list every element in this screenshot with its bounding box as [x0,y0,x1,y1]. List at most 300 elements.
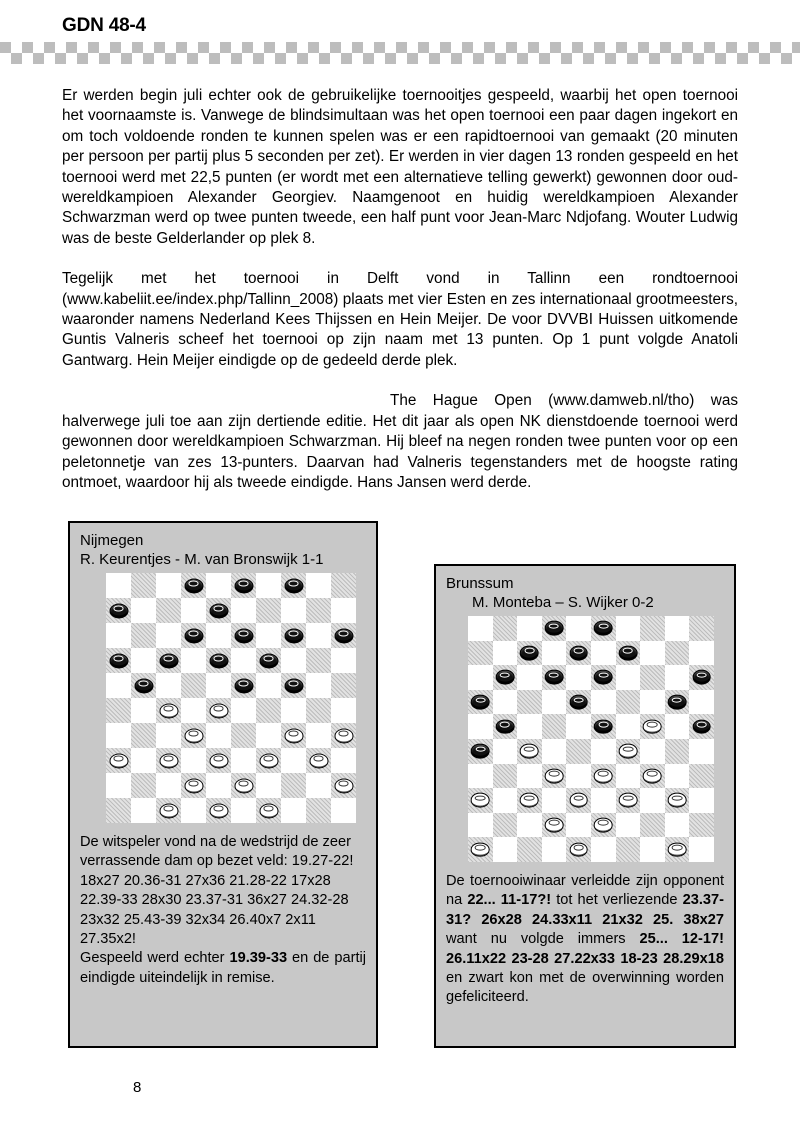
white-piece [159,753,178,768]
board-square-dark [665,788,690,813]
white-piece [471,842,490,857]
board-square-dark [689,813,714,838]
board-square-light [665,764,690,789]
board-square-dark [131,623,156,648]
board-square-dark [566,739,591,764]
board-square-dark [181,623,206,648]
board-square-dark [689,616,714,641]
float-spacer [62,391,390,392]
board-square-dark [256,798,281,823]
board-square-dark [542,616,567,641]
black-piece [234,578,253,593]
board-square-light [640,788,665,813]
black-piece [594,670,613,685]
board-square-dark [131,773,156,798]
black-piece [594,719,613,734]
piece-rim [288,730,299,736]
board-square-light [306,623,331,648]
board-square-light [306,673,331,698]
board-square-light [468,714,493,739]
board-square-light [256,723,281,748]
board-square-dark [665,837,690,862]
white-piece [159,703,178,718]
closing-pre: Gespeeld werd echter [80,950,230,967]
board-square-dark [566,690,591,715]
piece-rim [188,780,199,786]
white-piece [619,744,638,759]
board-square-light [640,837,665,862]
white-piece [545,769,564,784]
white-piece [520,744,539,759]
board-square-dark [106,748,131,773]
paragraph-3 [62,391,738,493]
piece-rim [475,697,485,702]
board-square-light [106,573,131,598]
board-square-light [468,665,493,690]
board-square-light [181,598,206,623]
board-square-dark [306,798,331,823]
board-square-dark [206,748,231,773]
board-square-dark [591,714,616,739]
black-piece [284,628,303,643]
page-title: GDN 48-4 [62,15,146,36]
diagram-two-analysis [446,872,724,1008]
piece-rim [113,755,124,761]
piece-rim [549,623,559,628]
board-square-light [542,739,567,764]
board-square-light [640,690,665,715]
board-square-dark [493,714,518,739]
board-square-dark [156,698,181,723]
board-square-light [517,714,542,739]
diagram-two-event: Brunssum [446,575,514,592]
board-square-light [493,788,518,813]
piece-rim [138,681,148,686]
board-square-dark [206,648,231,673]
black-piece [284,578,303,593]
board-square-light [231,598,256,623]
board-square-light [542,690,567,715]
board-square-light [281,698,306,723]
board-square-dark [156,798,181,823]
board-square-light [517,665,542,690]
board-square-dark [256,648,281,673]
board-square-light [616,714,641,739]
black-piece [692,670,711,685]
board-square-light [256,673,281,698]
board-square-light [281,598,306,623]
piece-rim [338,631,348,636]
analysis-prose: De toernooiwinaar verleidde zijn opponent na [446,873,724,909]
board-square-light [106,673,131,698]
board-square-dark [131,723,156,748]
board-square-light [517,616,542,641]
board-square-light [131,798,156,823]
piece-rim [238,780,249,786]
board-square-light [206,773,231,798]
piece-rim [524,746,535,752]
board-square-dark [281,723,306,748]
board-square-light [331,598,356,623]
board-square-light [106,623,131,648]
board-square-dark [517,690,542,715]
white-piece [643,719,662,734]
board-square-light [206,573,231,598]
board-square-light [493,837,518,862]
board-square-dark [231,623,256,648]
black-piece [569,695,588,710]
board-square-dark [231,723,256,748]
diagram-one-analysis [80,833,366,988]
piece-rim [113,656,123,661]
white-piece [619,793,638,808]
board-square-dark [616,641,641,666]
piece-rim [598,722,608,727]
paragraph-1: Er werden begin juli echter ook de gebruikelijke toernooitjes gespeeld, waarbij het open toernooi het voornaamste is. Vanwege de blindsimultaan was het open toernooi een paar dagen ingekort en om toch voldoende ronden te kunnen spelen was er een rapidtoernooi van gemaakt (20 minuten per persoon per partij plus 5 seconden per zet). Er werden in vier dagen 13 ronden gespeeld en het toernooi werd met 22,5 punten (er wordt met een alternatieve telling gewerkt) gewonnen door oud-wereldkampioen Alexander Georgiev. Naamgenoot en huidig wereldkampioen Alexander Schwarzman werd op twee punten tweede, een half punt voor Jean-Marc Ndjofang. Wouter Ludwig was de beste Gelderlander op plek 8. [62,87,738,247]
board-square-light [131,648,156,673]
board-square-dark [156,748,181,773]
black-piece [109,603,128,618]
piece-rim [188,631,198,636]
board-square-light [231,698,256,723]
board-square-light [566,813,591,838]
black-piece [234,678,253,693]
board-square-light [231,648,256,673]
piece-rim [672,697,682,702]
board-square-dark [331,623,356,648]
checkerboard-rule-icon [0,42,800,64]
board-square-light [181,748,206,773]
black-piece [109,653,128,668]
board-square-dark [131,673,156,698]
piece-rim [623,795,634,801]
board-square-dark [616,690,641,715]
piece-rim [213,606,223,611]
diagram-card-nijmegen [68,521,378,1048]
board-square-light [181,648,206,673]
black-piece [471,695,490,710]
white-piece [209,803,228,818]
board-square-light [231,798,256,823]
black-piece [134,678,153,693]
piece-rim [475,795,486,801]
white-piece [184,728,203,743]
draughts-board-brunssum [468,616,714,862]
board-square-dark [640,616,665,641]
piece-rim [672,845,683,851]
white-piece [209,753,228,768]
draughts-board-nijmegen [106,573,356,823]
piece-rim [113,606,123,611]
piece-rim [573,845,584,851]
black-piece [184,628,203,643]
piece-rim [213,656,223,661]
analysis-prose: tot het verliezende [551,892,683,909]
board-square-dark [306,648,331,673]
board-square-light [566,764,591,789]
board-square-light [493,641,518,666]
board-square-light [206,673,231,698]
piece-rim [188,581,198,586]
piece-rim [549,673,559,678]
board-square-light [566,616,591,641]
board-square-dark [468,641,493,666]
board-square-light [156,773,181,798]
board-square-dark [517,739,542,764]
black-piece [159,653,178,668]
piece-rim [475,845,486,851]
board-square-dark [306,698,331,723]
piece-rim [163,805,174,811]
move-notation: 26x28 24.33x11 21x32 25. 38x27 [481,911,724,928]
board-square-dark [591,665,616,690]
board-square-dark [665,641,690,666]
piece-rim [623,648,633,653]
board-square-dark [566,788,591,813]
piece-rim [288,681,298,686]
white-piece [334,778,353,793]
board-square-light [331,648,356,673]
board-square-light [591,837,616,862]
board-square-dark [306,598,331,623]
board-square-light [542,641,567,666]
board-square-dark [689,665,714,690]
board-square-light [206,623,231,648]
board-square-light [665,616,690,641]
piece-rim [500,673,510,678]
board-square-light [689,739,714,764]
board-square-light [468,616,493,641]
board-square-dark [106,698,131,723]
board-square-dark [616,837,641,862]
white-piece [520,793,539,808]
board-square-light [616,813,641,838]
black-piece [209,653,228,668]
black-piece [234,628,253,643]
white-piece [594,818,613,833]
board-square-dark [156,648,181,673]
piece-rim [524,795,535,801]
board-square-light [281,748,306,773]
white-piece [234,778,253,793]
white-piece [668,842,687,857]
piece-rim [598,623,608,628]
board-square-dark [640,813,665,838]
board-square-dark [181,723,206,748]
board-square-light [256,573,281,598]
board-square-light [616,665,641,690]
board-square-light [331,698,356,723]
board-square-light [131,748,156,773]
move-notation: 23.37-31? [446,892,724,928]
board-square-light [156,573,181,598]
white-piece [569,793,588,808]
piece-rim [573,795,584,801]
board-square-light [306,723,331,748]
move-notation: 22... 11-17?! [467,892,552,909]
piece-rim [697,722,707,727]
white-piece [209,703,228,718]
black-piece [668,695,687,710]
board-square-dark [331,723,356,748]
piece-rim [313,755,324,761]
white-piece [309,753,328,768]
piece-rim [188,730,199,736]
board-square-dark [231,773,256,798]
board-square-light [181,798,206,823]
board-square-light [106,723,131,748]
black-piece [259,653,278,668]
board-square-dark [331,673,356,698]
board-square-dark [542,665,567,690]
board-square-dark [517,788,542,813]
board-square-light [665,714,690,739]
board-square-dark [256,748,281,773]
board-square-light [131,598,156,623]
board-square-dark [616,788,641,813]
white-piece [284,728,303,743]
piece-rim [549,771,560,777]
black-piece [545,621,564,636]
piece-rim [574,697,584,702]
piece-rim [623,746,634,752]
board-square-dark [231,573,256,598]
board-square-light [542,788,567,813]
board-square-light [231,748,256,773]
piece-rim [672,795,683,801]
piece-rim [163,705,174,711]
board-square-light [665,813,690,838]
board-square-dark [640,665,665,690]
diagram-card-brunssum [434,564,736,1048]
board-square-dark [231,673,256,698]
board-square-dark [493,764,518,789]
board-square-dark [640,714,665,739]
board-square-dark [106,798,131,823]
piece-rim [598,673,608,678]
board-square-dark [206,698,231,723]
white-piece [643,769,662,784]
board-square-dark [566,641,591,666]
analysis-text: De witspeler vond na de wedstrijd de zeer verrassende dam op bezet veld: 19.27-22! 18x27 20.36-31 27x36 21.28-22 17x28 22.39-33 28x30 23.37-31 36x27 24.32-28 23x32 25.43-39 32x34 26.40x7 2x11 27.35x2! [80,834,358,948]
piece-rim [238,681,248,686]
board-square-light [156,673,181,698]
board-square-light [665,665,690,690]
board-square-dark [517,837,542,862]
analysis-prose: want nu volgde immers [446,931,640,948]
board-square-light [281,648,306,673]
board-square-light [640,739,665,764]
piece-rim [598,820,609,826]
board-square-dark [281,573,306,598]
piece-rim [263,656,273,661]
piece-rim [213,805,224,811]
analysis-text-runs [446,872,724,1008]
board-square-light [106,773,131,798]
board-square-light [206,723,231,748]
board-square-light [468,764,493,789]
board-square-light [131,698,156,723]
board-square-light [591,641,616,666]
paragraph-3-text: The Hague Open (www.damweb.nl/tho) was halverwege juli toe aan zijn dertiende editie. Het dit jaar als open NK dienstdoende toernooi werd gewonnen door wereldkampioen Schwarzman. Hij bleef na negen ronden twee punten voor op een peletonnetje van zes 13-punters. Daarvan had Valneris tegenstanders met de hoogste rating ontmoet, waardoor hij als tweede eindigde. Hans Jansen werd derde. [62,392,738,491]
white-piece [259,753,278,768]
piece-rim [647,771,658,777]
board-square-dark [616,739,641,764]
black-piece [496,719,515,734]
board-square-light [256,773,281,798]
board-square-light [256,623,281,648]
analysis-prose [471,912,481,928]
board-square-dark [331,773,356,798]
board-square-dark [591,764,616,789]
diagram-one-event: Nijmegen [80,532,144,549]
board-square-dark [256,598,281,623]
move-notation: 25... 12-17! 26.11x22 23-28 27.22x33 18-23 28.29x18 [446,931,724,967]
analysis-closing [80,949,366,988]
white-piece [569,842,588,857]
board-square-light [306,773,331,798]
board-square-dark [156,598,181,623]
black-piece [334,628,353,643]
board-square-dark [493,665,518,690]
board-square-light [517,764,542,789]
black-piece [594,621,613,636]
black-piece [184,578,203,593]
board-square-dark [181,673,206,698]
board-square-dark [493,616,518,641]
board-square-light [566,714,591,739]
black-piece [692,719,711,734]
white-piece [109,753,128,768]
board-square-dark [665,739,690,764]
board-square-dark [591,813,616,838]
white-piece [334,728,353,743]
black-piece [569,646,588,661]
board-square-dark [181,573,206,598]
board-square-dark [181,773,206,798]
piece-rim [213,705,224,711]
paragraph-2: Tegelijk met het toernooi in Delft vond in Tallinn een rondtoernooi (www.kabeliit.ee/index.php/Tallinn_2008) plaats met vier Esten en zes internationaal grootmeesters, waaronder namens Nederland Kees Thijssen en Hein Meijer. De voor DVVBI Huissen uitkomende Guntis Valneris scheef het toernooi op zijn naam met 13 punten. Op 1 punt volgde Anatoli Gantwarg. Hein Meijer eindigde op de gedeeld derde plek. [62,270,738,369]
piece-rim [598,771,609,777]
piece-rim [263,755,274,761]
board-square-dark [689,764,714,789]
white-piece [594,769,613,784]
diagram-one-players: R. Keurentjes - M. van Bronswijk 1-1 [80,551,324,568]
board-square-light [493,690,518,715]
board-square-light [689,641,714,666]
board-square-dark [640,764,665,789]
board-square-light [493,739,518,764]
piece-rim [549,820,560,826]
piece-rim [524,648,534,653]
piece-rim [213,755,224,761]
board-square-light [517,813,542,838]
white-piece [668,793,687,808]
piece-rim [238,631,248,636]
board-square-light [616,616,641,641]
board-square-dark [331,573,356,598]
board-square-dark [689,714,714,739]
piece-rim [647,722,658,728]
board-square-dark [468,788,493,813]
board-square-light [468,813,493,838]
board-square-light [591,690,616,715]
piece-rim [475,746,485,751]
board-square-dark [131,573,156,598]
board-square-dark [591,616,616,641]
board-square-dark [206,598,231,623]
white-piece [184,778,203,793]
